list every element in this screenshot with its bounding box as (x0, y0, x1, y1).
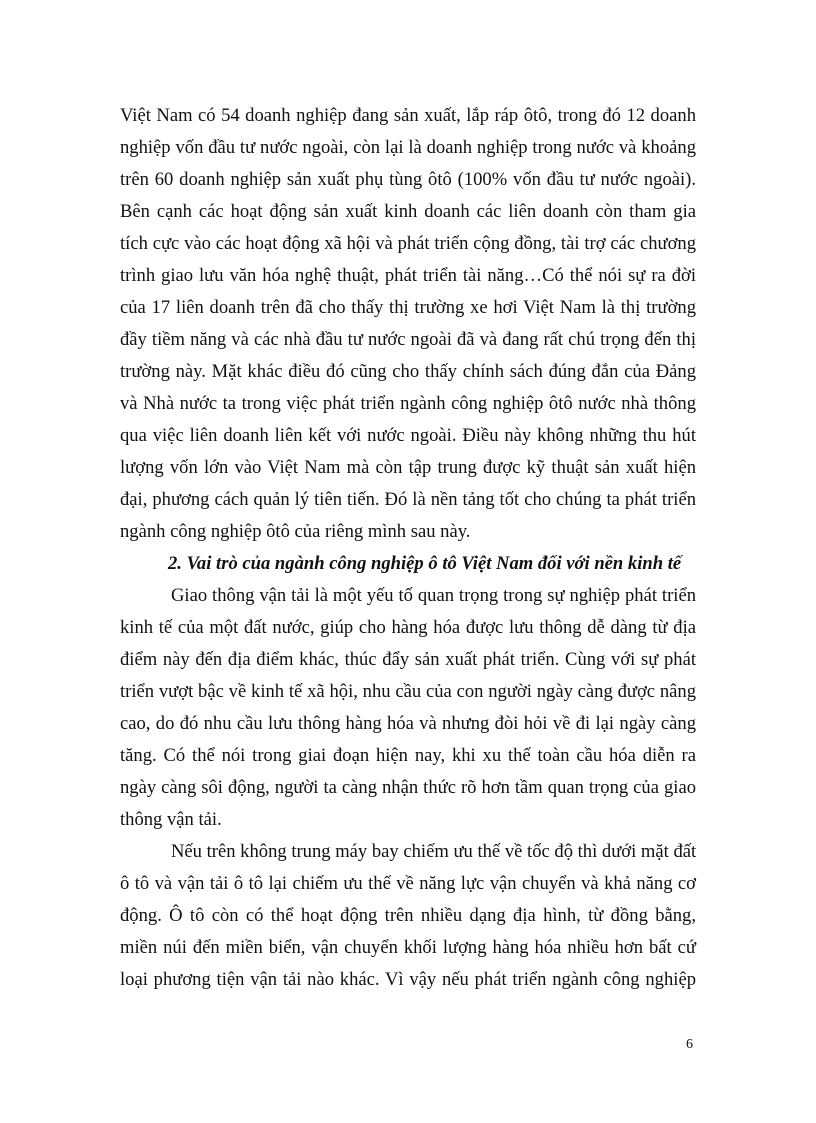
paragraph-1-line: lượng vốn lớn vào Việt Nam mà còn tập trung được kỹ thuật sản xuất hiện (120, 457, 696, 478)
paragraph-3-line: loại phương tiện vận tải nào khác. Vì vậy nếu phát triển ngành công nghiệp (120, 969, 696, 990)
paragraph-3-line: động. Ô tô còn có thể hoạt động trên nhiều dạng địa hình, từ đồng bằng, (120, 905, 696, 926)
paragraph-2-line: cao, do đó nhu cầu lưu thông hàng hóa và nhưng đòi hỏi về đi lại ngày càng (120, 713, 696, 734)
section-heading: 2. Vai trò của ngành công nghiệp ô tô Việt Nam đối với nền kinh tế (168, 553, 682, 574)
paragraph-1-line: đầy tiềm năng và các nhà đầu tư nước ngoài đã và đang rất chú trọng đến thị (120, 329, 696, 350)
paragraph-2-line: triển vượt bậc về kinh tế xã hội, nhu cầu của con người ngày càng được nâng (120, 681, 696, 702)
paragraph-3-line: ô tô và vận tải ô tô lại chiếm ưu thế về năng lực vận chuyển và khả năng cơ (120, 873, 696, 894)
paragraph-1-line: Bên cạnh các hoạt động sản xuất kinh doanh các liên doanh còn tham gia (120, 201, 696, 222)
paragraph-3-line: Nếu trên không trung máy bay chiếm ưu thế về tốc độ thì dưới mặt đất (171, 841, 697, 862)
paragraph-1-line: Việt Nam có 54 doanh nghiệp đang sản xuất, lắp ráp ôtô, trong đó 12 doanh (120, 105, 696, 126)
paragraph-1-line: của 17 liên doanh trên đã cho thấy thị trường xe hơi Việt Nam là thị trường (120, 297, 696, 318)
paragraph-3-line: miền núi đến miền biển, vận chuyển khối lượng hàng hóa nhiều hơn bất cứ (120, 937, 696, 958)
paragraph-2-line: kinh tế của một đất nước, giúp cho hàng hóa được lưu thông dễ dàng từ địa (120, 617, 696, 638)
paragraph-1-line: trên 60 doanh nghiệp sản xuất phụ tùng ôtô (100% vốn đầu tư nước ngoài). (120, 169, 696, 190)
paragraph-1-line: trường này. Mặt khác điều đó cũng cho thấy chính sách đúng đắn của Đảng (120, 361, 696, 382)
paragraph-1-line: và Nhà nước ta trong việc phát triển ngành công nghiệp ôtô nước nhà thông (120, 393, 696, 414)
paragraph-1-line: trình giao lưu văn hóa nghệ thuật, phát triển tài năng…Có thể nói sự ra đời (120, 265, 696, 286)
paragraph-1-line: tích cực vào các hoạt động xã hội và phát triển cộng đồng, tài trợ các chương (120, 233, 696, 254)
paragraph-2-line: thông vận tải. (120, 809, 222, 830)
page-number: 6 (686, 1037, 693, 1052)
paragraph-2-line: ngày càng sôi động, người ta càng nhận thức rõ hơn tầm quan trọng của giao (120, 777, 696, 798)
paragraph-1-line: ngành công nghiệp ôtô của riêng mình sau này. (120, 521, 471, 542)
paragraph-1-line: nghiệp vốn đầu tư nước ngoài, còn lại là doanh nghiệp trong nước và khoảng (120, 137, 696, 158)
paragraph-2-line: điểm này đến địa điểm khác, thúc đẩy sản xuất phát triển. Cùng với sự phát (120, 649, 696, 670)
paragraph-2-line: Giao thông vận tải là một yếu tố quan trọng trong sự nghiệp phát triển (171, 585, 696, 606)
paragraph-1-line: qua việc liên doanh liên kết với nước ngoài. Điều này không những thu hút (120, 425, 696, 446)
paragraph-1-line: đại, phương cách quản lý tiên tiến. Đó là nền tảng tốt cho chúng ta phát triển (120, 489, 696, 510)
paragraph-2-line: tăng. Có thể nói trong giai đoạn hiện nay, khi xu thế toàn cầu hóa diễn ra (120, 745, 696, 766)
